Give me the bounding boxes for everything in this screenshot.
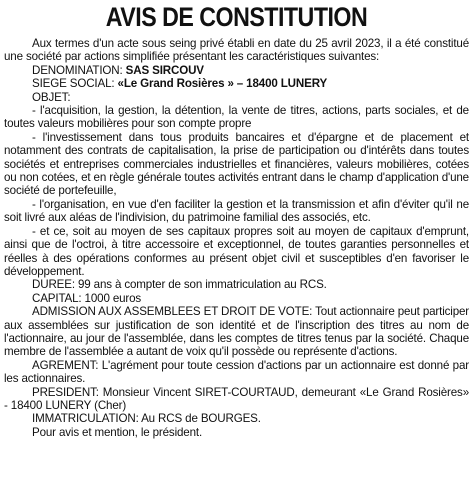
duree-paragraph: DUREE: 99 ans à compter de son immatriculation au RCS. (32, 278, 327, 292)
objet-item: - l'organisation, en vue d'en faciliter la gestion et la transmission et afin d'éviter qu'il ne soit livré aux aléas de l'indivision, du patrimoine familial des associés, etc. (4, 197, 469, 225)
notice-title: AVIS DE CONSTITUTION (105, 2, 368, 32)
siege-label: SIEGE SOCIAL: (32, 77, 118, 91)
denomination-line (4, 64, 469, 77)
admission-paragraph: ADMISSION AUX ASSEMBLEES ET DROIT DE VOTE: Tout actionnaire peut participer aux assemblées sur justification de son identité et de l'inscription des titres au nom de l'actionnaire, au jour de l'assemblée, dans les comptes de titres tenus par la société. Chaque membre de l'assemblée a autant de voix qu'il possède ou représente d'actions. (4, 305, 469, 359)
agrement-paragraph: AGREMENT: L'agrément pour toute cession d'actions par un actionnaire est donné par les actionnaires. (4, 358, 469, 386)
immatriculation-paragraph: IMMATRICULATION: Au RCS de BOURGES. (32, 412, 261, 426)
capital-paragraph: CAPITAL: 1000 euros (32, 291, 142, 305)
president-paragraph: PRESIDENT: Monsieur Vincent SIRET-COURTAUD, demeurant «Le Grand Rosières» - 18400 LUNERY (Cher) (4, 385, 469, 412)
intro-paragraph: Aux termes d'un acte sous seing privé établi en date du 25 avril 2023, il a été constitué une société par actions simplifiée présentant les caractéristiques suivantes: (4, 37, 469, 64)
closing-paragraph: Pour avis et mention, le président. (32, 425, 203, 439)
denomination-label: DENOMINATION: (32, 63, 126, 77)
denomination-value: SAS SIRCOUV (125, 63, 204, 77)
objet-item: - l'acquisition, la gestion, la détention, la vente de titres, actions, parts sociales, et de toutes valeurs mobilières pour son compte propre (4, 104, 469, 131)
siege-value: «Le Grand Rosières » – 18400 LUNERY (117, 77, 328, 91)
objet-item: - et ce, soit au moyen de ses capitaux propres soit au moyen de capitaux d'emprunt, ainsi que de l'octroi, à titre accessoire et exceptionnel, de toutes garanties personnelles et réelles à des opérations conformes au présent objet civil et susceptibles d'en favoriser le développement. (4, 224, 469, 278)
siege-line (4, 77, 469, 90)
objet-label: OBJET: (32, 90, 71, 104)
objet-item: - l'investissement dans tous produits bancaires et d'épargne et de placement et notamment des contrats de capitalisation, la prise de participation ou d'intérêts dans toutes sociétés et entreprises commerciales industrielles et financières, valeurs mobilières, cotées ou non cotées, et en règle générale toutes activités entrant dans le champ d'application d'une société de portefeuille, (4, 130, 469, 198)
